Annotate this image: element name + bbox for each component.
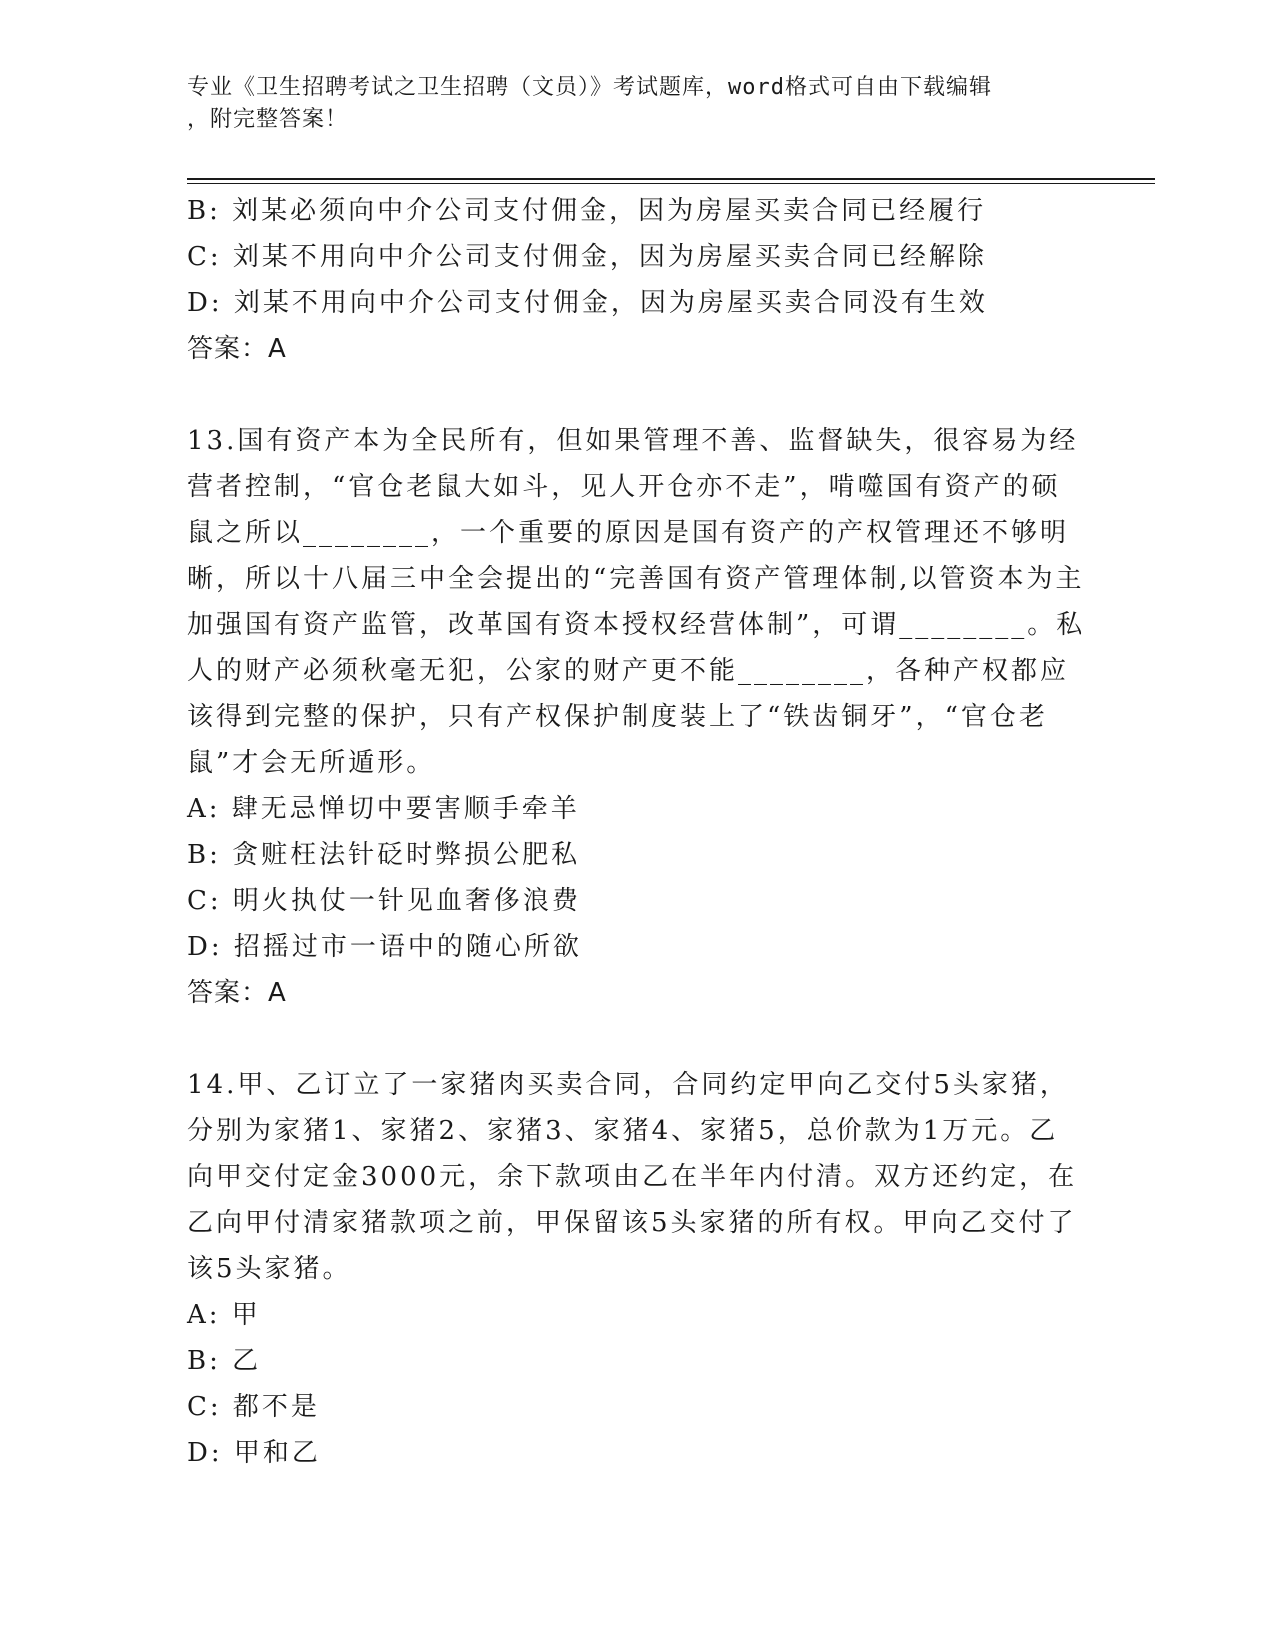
document-body xyxy=(187,188,1087,1476)
answer-line: 答案：A xyxy=(187,978,287,1008)
question-12-block xyxy=(187,188,1087,372)
option-b: B: 乙 xyxy=(187,1346,262,1376)
option-c: C: 明火执仗一针见血奢侈浪费 xyxy=(187,886,581,916)
question-stem: 14.甲、乙订立了一家猪肉买卖合同，合同约定甲向乙交付5头家猪，分别为家猪1、家猪2、家猪3、家猪4、家猪5，总价款为1万元。乙向甲交付定金3000元，余下款项由乙在半年内付清。双方还约定，在乙向甲付清家猪款项之前，甲保留该5头家猪的所有权。甲向乙交付了该5头家猪。 xyxy=(187,1070,1078,1284)
question-14-block xyxy=(187,1062,1087,1476)
header-line-2: ，附完整答案！ xyxy=(187,107,349,132)
option-a: A: 甲 xyxy=(187,1300,261,1330)
option-a: A: 肆无忌惮切中要害顺手牵羊 xyxy=(187,794,580,824)
header-divider-thick xyxy=(187,178,1155,180)
question-stem: 13.国有资产本为全民所有，但如果管理不善、监督缺失，很容易为经营者控制，“官仓老鼠大如斗，见人开仓亦不走”，啃噬国有资产的硕鼠之所以________，一个重要的原因是国有资产的产权管理还不够明晰，所以十八届三中全会提出的“完善国有资产管理体制,以管资本为主加强国有资产监管，改革国有资本授权经营体制”，可谓________。私人的财产必须秋毫无犯，公家的财产更不能________，各种产权都应该得到完整的保护，只有产权保护制度装上了“铁齿铜牙”，“官仓老鼠”才会无所遁形。 xyxy=(187,426,1086,778)
page-header xyxy=(187,72,1087,136)
option-d: D: 刘某不用向中介公司支付佣金，因为房屋买卖合同没有生效 xyxy=(187,288,988,318)
spacer xyxy=(187,372,1087,418)
option-d: D: 招摇过市一语中的随心所欲 xyxy=(187,932,582,962)
spacer xyxy=(187,1016,1087,1062)
option-d: D: 甲和乙 xyxy=(187,1438,321,1468)
option-c: C: 刘某不用向中介公司支付佣金，因为房屋买卖合同已经解除 xyxy=(187,242,987,272)
option-c: C: 都不是 xyxy=(187,1392,320,1422)
header-line-1: 专业《卫生招聘考试之卫生招聘（文员）》考试题库，word格式可自由下载编辑 xyxy=(187,75,992,100)
question-13-block xyxy=(187,418,1087,1016)
option-b: B: 刘某必须向中介公司支付佣金，因为房屋买卖合同已经履行 xyxy=(187,196,987,226)
header-divider-thin xyxy=(187,183,1155,184)
answer-line: 答案：A xyxy=(187,334,287,364)
option-b: B: 贪赃枉法针砭时弊损公肥私 xyxy=(187,840,581,870)
